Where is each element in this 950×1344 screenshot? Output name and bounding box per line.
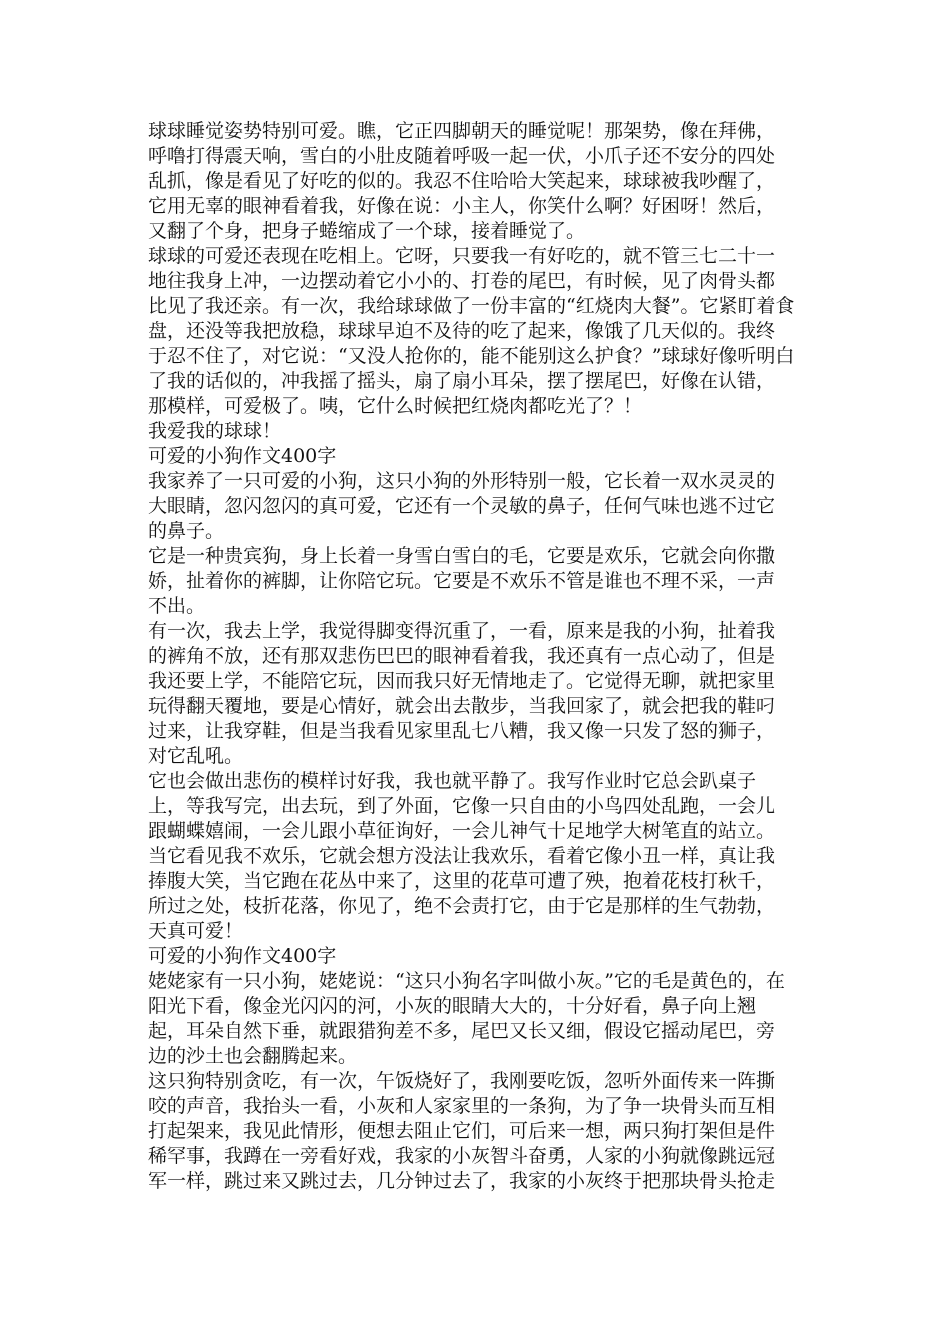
paragraph-sleeping: 球球睡觉姿势特别可爱。瞧，它正四脚朝天的睡觉呢！那架势，像在拜佛， 呼噜打得震天响，雪白的小肚皮随着呼吸一起一伏，小爪子还不安分的四处 乱抓，像是看见了好吃的似的。我忍不住哈哈大笑起来，球球被我吵醒了， 它用无辜的眼神看着我，好像在说：小主人，你笑什么啊？好困呀！然后， 又翻了个身，把身子蜷缩成了一个球，接着睡觉了。 <box>148 120 776 242</box>
paragraph-playing: 它也会做出悲伤的模样讨好我，我也就平静了。我写作业时它总会趴桌子 上，等我写完，出去玩，到了外面，它像一只自由的小鸟四处乱跑，一会儿 跟蝴蝶嬉闹，一会儿跟小草征询好，一会儿神气十足地学大树笔直的站立。 当它看见我不欢乐，它就会想方没法让我欢乐，看着它像小丑一样，真让我 捧腹大笑，当它跑在花丛中来了，这里的花草可遭了殃，抱着花枝打秋千， 所过之处，枝折花落，你见了，绝不会责打它，由于它是那样的生气勃勃， 天真可爱！ <box>148 770 776 942</box>
essay-title-1: 可爱的小狗作文400字 <box>148 445 337 467</box>
paragraph-xiaohui: 姥姥家有一只小狗，姥姥说：“这只小狗名字叫做小灰。”它的毛是黄色的，在 阳光下看，像金光闪闪的河，小灰的眼睛大大的，十分好看，鼻子向上翘 起，耳朵自然下垂，就跟猎狗差不多，尾巴又长又细，假设它摇动尾巴，旁 边的沙土也会翻腾起来。 <box>148 970 785 1067</box>
document-body <box>148 119 803 1194</box>
paragraph-love: 我爱我的球球！ <box>148 420 282 442</box>
paragraph-intro: 我家养了一只可爱的小狗，这只小狗的外形特别一般，它长着一双水灵灵的 大眼睛，忽闪忽闪的真可爱，它还有一个灵敏的鼻子，任何气味也逃不过它 的鼻子。 <box>148 470 776 542</box>
essay-title-2: 可爱的小狗作文400字 <box>148 945 337 967</box>
paragraph-greedy: 这只狗特别贪吃，有一次，午饭烧好了，我刚要吃饭，忽听外面传来一阵撕 咬的声音，我抬头一看，小灰和人家家里的一条狗，为了争一块骨头而互相 打起架来，我见此情形，便想去阻止它们，可后来一想，两只狗打架但是件 稀罕事，我蹲在一旁看好戏，我家的小灰智斗奋勇，人家的小狗就像跳远冠 军一样，跳过来又跳过去，几分钟过去了，我家的小灰终于把那块骨头抢走 <box>148 1070 776 1192</box>
paragraph-school: 有一次，我去上学，我觉得脚变得沉重了，一看，原来是我的小狗，扯着我 的裤角不放，还有那双悲伤巴巴的眼神看着我，我还真有一点心动了，但是 我还要上学，不能陪它玩，因而我只好无情地走了。它觉得无聊，就把家里 玩得翻天覆地，要是心情好，就会出去散步，当我回家了，就会把我的鞋叼 过来，让我穿鞋，但是当我看见家里乱七八糟，我又像一只发了怒的狮子， 对它乱吼。 <box>148 620 776 767</box>
paragraph-eating: 球球的可爱还表现在吃相上。它呀，只要我一有好吃的，就不管三七二十一 地往我身上冲，一边摆动着它小小的、打卷的尾巴，有时候，见了肉骨头都 比见了我还亲。有一次，我给球球做了一份丰富的“红烧肉大餐”。它紧盯着食 盘，还没等我把放稳，球球早迫不及待的吃了起来，像饿了几天似的。我终 于忍不住了，对它说：“又没人抢你的，能不能别这么护食？”球球好像听明白 了我的话似的，冲我摇了摇头，扇了扇小耳朵，摆了摆尾巴，好像在认错， 那模样，可爱极了。咦，它什么时候把红烧肉都吃光了？！ <box>148 245 795 417</box>
paragraph-poodle: 它是一种贵宾狗，身上长着一身雪白雪白的毛，它要是欢乐，它就会向你撒 娇，扯着你的裤脚，让你陪它玩。它要是不欢乐不管是谁也不理不采，一声 不出。 <box>148 545 776 617</box>
